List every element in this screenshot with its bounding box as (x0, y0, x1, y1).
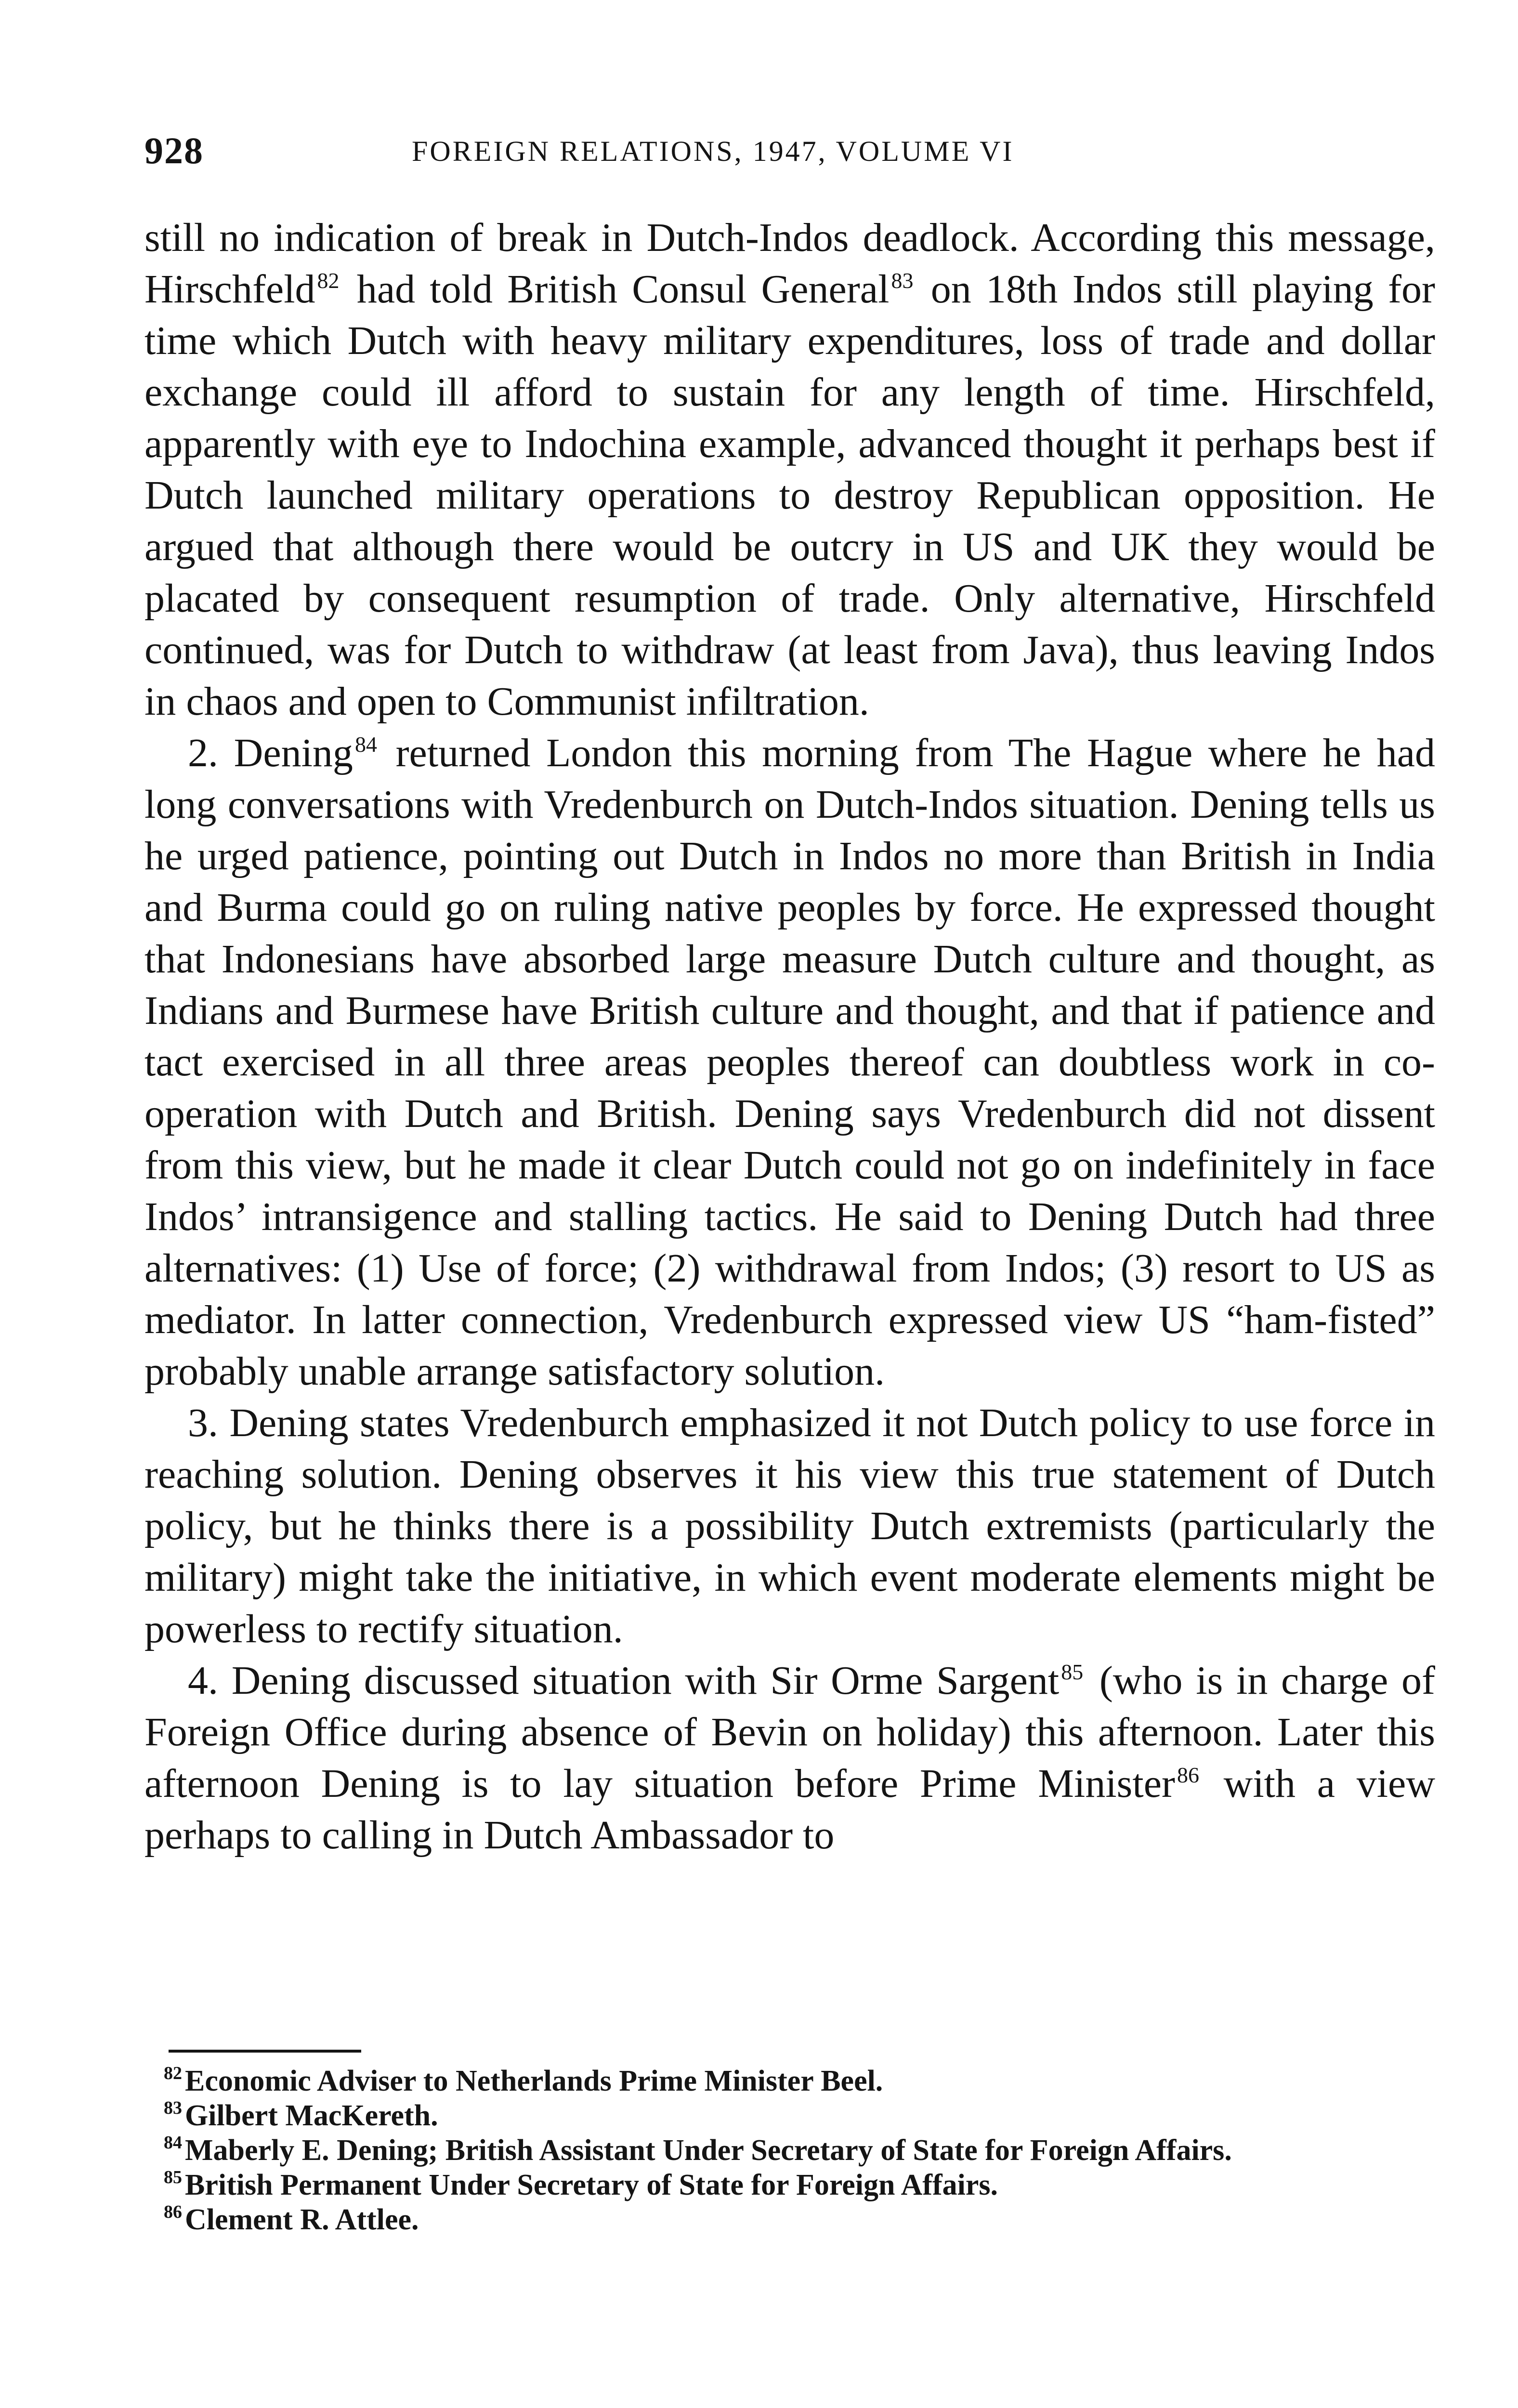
paragraph-4 (144, 1655, 1435, 1861)
footnote-ref-85[interactable]: 85 (1061, 1660, 1084, 1684)
footnote-85 (164, 2168, 1445, 2202)
paragraph-text: 4. Dening discussed situation with Sir Orme Sargent (188, 1658, 1060, 1703)
footnote-84 (164, 2133, 1445, 2168)
running-head: FOREIGN RELATIONS, 1947, VOLUME VI (412, 135, 1014, 167)
paragraph-text: 3. Dening states Vredenburch emphasized it not Dutch policy to use force in reaching solution. Dening observes it his view this true statement of Dutch policy, but he thinks there is a possibility Dutch extremists (particularly the military) might take the initiative, in which event moderate elements might be powerless to rectify situation. (144, 1400, 1435, 1651)
footnote-number: 82 (164, 2063, 182, 2083)
footnote-number: 86 (164, 2202, 182, 2222)
footnote-82 (164, 2064, 1445, 2098)
footnote-number: 83 (164, 2098, 182, 2118)
footnote-83 (164, 2098, 1445, 2133)
paragraph-text: with a view perhaps to calling in Dutch Ambassador to (144, 1761, 1435, 1858)
paragraph-text: still no indication of break in Dutch-Indos deadlock. According this message, Hirschfeld (144, 215, 1435, 312)
footnote-text: British Permanent Under Secretary of State for Foreign Affairs. (185, 2169, 998, 2201)
footnote-number: 84 (164, 2133, 182, 2153)
paragraph-text: on 18th Indos still playing for time which Dutch with heavy military expenditures, loss of trade and dollar exchange could ill afford to sustain for any length of time. Hirschfeld, apparently with eye to Indochina example, advanced thought it perhaps best if Dutch launched military operations to destroy Republican opposition. He argued that although there would be outcry in US and UK they would be placated by consequent resumption of trade. Only alternative, Hirschfeld continued, was for Dutch to withdraw (at least from Java), thus leaving Indos in chaos and open to Communist infiltration. (144, 267, 1435, 724)
page-number: 928 (144, 130, 204, 171)
footnote-ref-84[interactable]: 84 (354, 732, 377, 757)
footnote-ref-86[interactable]: 86 (1177, 1763, 1199, 1787)
page-header (144, 129, 1445, 187)
paragraph-text: (who is in charge of Foreign Office during absence of Bevin on holiday) this afternoon. Later this afternoon Dening is to lay situation before Prime Minister (144, 1658, 1435, 1806)
footnote-divider (169, 2050, 361, 2053)
paragraph-1 (144, 212, 1435, 727)
footnote-ref-83[interactable]: 83 (891, 268, 914, 293)
footnote-number: 85 (164, 2167, 182, 2187)
footnote-text: Gilbert MacKereth. (185, 2099, 438, 2132)
footnotes (164, 2064, 1445, 2237)
body-text (144, 212, 1435, 1861)
paragraph-3 (144, 1397, 1435, 1655)
paragraph-text: had told British Consul General (342, 267, 890, 312)
paragraph-text: 2. Dening (188, 731, 353, 775)
paragraph-text: returned London this morning from The Hague where he had long conversations with Vredenburch on Dutch-Indos situation. Dening tells us he urged patience, pointing out Dutch in Indos no more than British in India and Burma could go on ruling native peoples by force. He expressed thought that Indonesians have absorbed large measure Dutch culture and thought, as Indians and Burmese have British culture and thought, and that if patience and tact exercised in all three areas peoples thereof can doubtless work in cooperation with Dutch and British. Dening says Vredenburch did not dissent from this view, but he made it clear Dutch could not go on indefinitely in face Indos’ intransigence and stalling tactics. He said to Dening Dutch had three alternatives: (1) Use of force; (2) withdrawal from Indos; (3) resort to US as mediator. In latter connection, Vredenburch expressed view US “ham-fisted” probably unable arrange satisfactory solution. (144, 731, 1435, 1394)
footnote-86 (164, 2202, 1445, 2237)
footnote-text: Maberly E. Dening; British Assistant Under Secretary of State for Foreign Affairs. (185, 2134, 1232, 2167)
paragraph-2 (144, 727, 1435, 1397)
footnote-ref-82[interactable]: 82 (317, 268, 340, 293)
footnote-text: Economic Adviser to Netherlands Prime Minister Beel. (185, 2065, 883, 2097)
footnote-text: Clement R. Attlee. (185, 2203, 419, 2236)
